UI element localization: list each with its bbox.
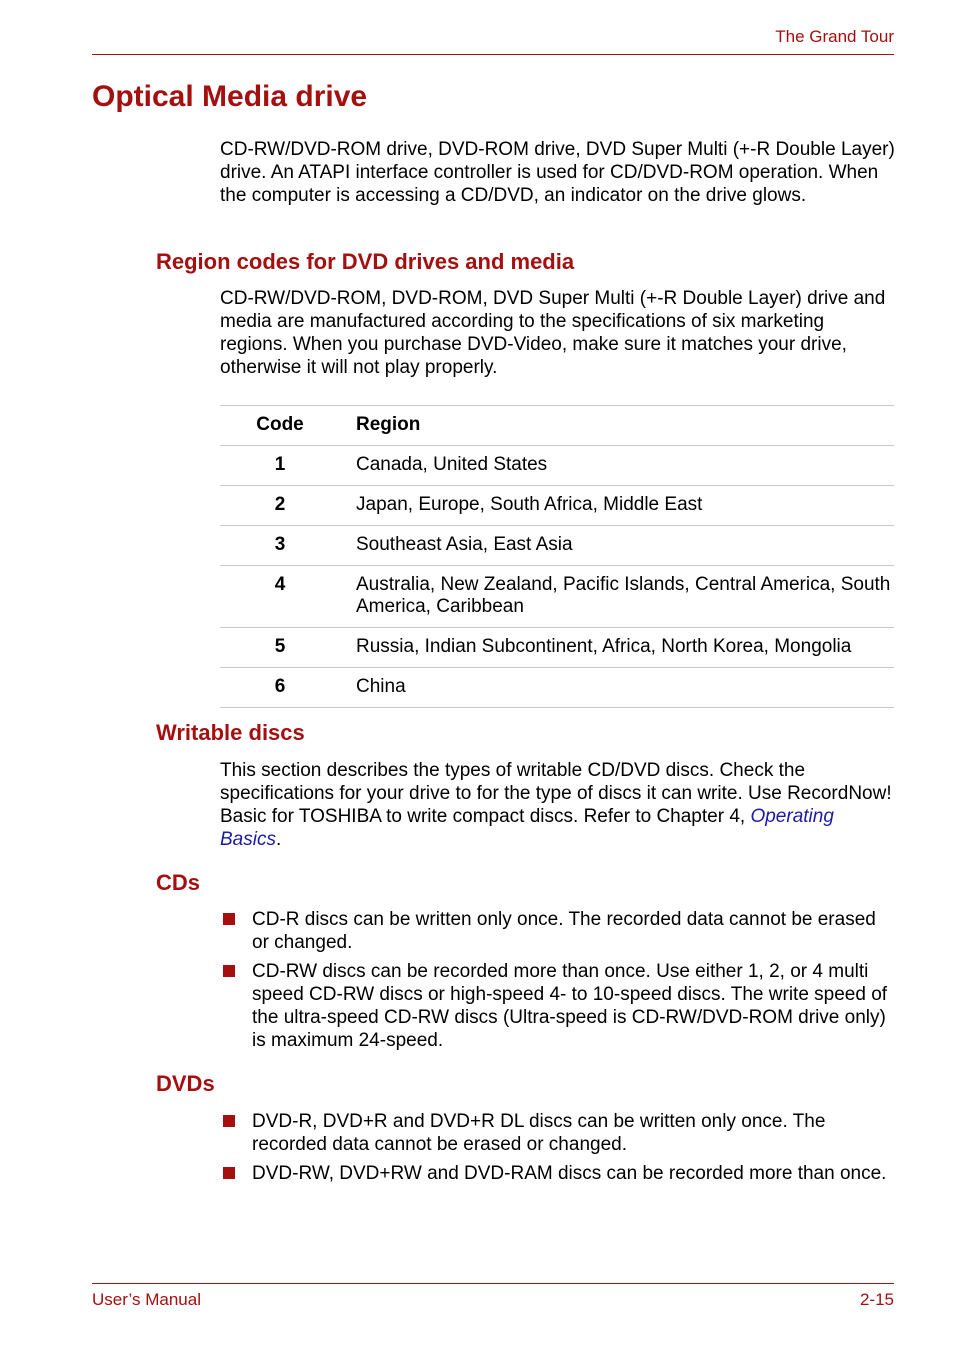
region-cell: China [340, 668, 894, 708]
writable-discs-text: This section describes the types of writable CD/DVD discs. Check the specifications for your drive to for the type of discs it can write. Use RecordNow! Basic for TOSHIBA to write compact discs. Refer to Chapter 4, [220, 760, 892, 827]
list-item-text: DVD-RW, DVD+RW and DVD-RAM discs can be recorded more than once. [252, 1163, 887, 1184]
region-cell: Canada, United States [340, 446, 894, 486]
region-codes-table [220, 405, 894, 708]
region-cell: Australia, New Zealand, Pacific Islands, Central America, South America, Caribbean [340, 566, 894, 628]
list-item [220, 908, 896, 954]
cds-list [220, 908, 896, 1058]
list-item-text: CD-R discs can be written only once. The recorded data cannot be erased or changed. [252, 909, 876, 953]
list-item [220, 1162, 896, 1185]
code-cell: 2 [220, 486, 340, 526]
bullet-square-icon [223, 1115, 235, 1127]
footer-manual-title: User’s Manual [92, 1290, 201, 1309]
code-cell: 1 [220, 446, 340, 486]
list-item [220, 1110, 896, 1156]
writable-discs-paragraph [220, 759, 896, 851]
running-header: The Grand Tour [775, 27, 894, 46]
table-row [220, 446, 894, 486]
operating-basics-link[interactable]: Operating Basics [220, 806, 834, 850]
bullet-square-icon [223, 913, 235, 925]
region-codes-heading: Region codes for DVD drives and media [156, 249, 575, 274]
header-rule [92, 54, 894, 55]
list-item [220, 960, 896, 1052]
table-row [220, 668, 894, 708]
code-cell: 3 [220, 526, 340, 566]
list-item-text: CD-RW discs can be recorded more than once. Use either 1, 2, or 4 multi speed CD-RW discs or high-speed 4- to 10-speed discs. The write speed of the ultra-speed CD-RW discs (Ultra-speed is CD-RW/DVD-ROM drive only) is maximum 24-speed. [252, 961, 888, 1051]
column-header-region: Region [340, 406, 894, 446]
region-cell: Russia, Indian Subcontinent, Africa, North Korea, Mongolia [340, 628, 894, 668]
dvds-heading: DVDs [156, 1071, 215, 1096]
region-codes-paragraph: CD-RW/DVD-ROM, DVD-ROM, DVD Super Multi (+-R Double Layer) drive and media are manufactured according to the specifications of six marketing regions. When you purchase DVD-Video, make sure it matches your drive, otherwise it will not play properly. [220, 288, 886, 378]
code-cell: 5 [220, 628, 340, 668]
column-header-code: Code [220, 406, 340, 446]
region-cell: Southeast Asia, East Asia [340, 526, 894, 566]
region-cell: Japan, Europe, South Africa, Middle East [340, 486, 894, 526]
writable-discs-heading: Writable discs [156, 720, 305, 745]
bullet-square-icon [223, 965, 235, 977]
cds-heading: CDs [156, 870, 201, 895]
dvds-list [220, 1110, 896, 1191]
list-item-text: DVD-R, DVD+R and DVD+R DL discs can be written only once. The recorded data cannot be erased or changed. [252, 1111, 826, 1155]
footer-rule [92, 1283, 894, 1284]
writable-discs-text-end: . [275, 829, 282, 850]
page-number: 2-15 [859, 1290, 894, 1309]
table-row [220, 486, 894, 526]
table-row [220, 526, 894, 566]
table-row [220, 628, 894, 668]
bullet-square-icon [223, 1167, 235, 1179]
page-title: Optical Media drive [92, 80, 368, 113]
table-row [220, 566, 894, 628]
intro-paragraph: CD-RW/DVD-ROM drive, DVD-ROM drive, DVD Super Multi (+-R Double Layer) drive. An ATAPI interface controller is used for CD/DVD-ROM operation. When the computer is accessing a CD/DVD, an indicator on the drive glows. [220, 139, 895, 206]
code-cell: 4 [220, 566, 340, 628]
table-header-row [220, 406, 894, 446]
code-cell: 6 [220, 668, 340, 708]
